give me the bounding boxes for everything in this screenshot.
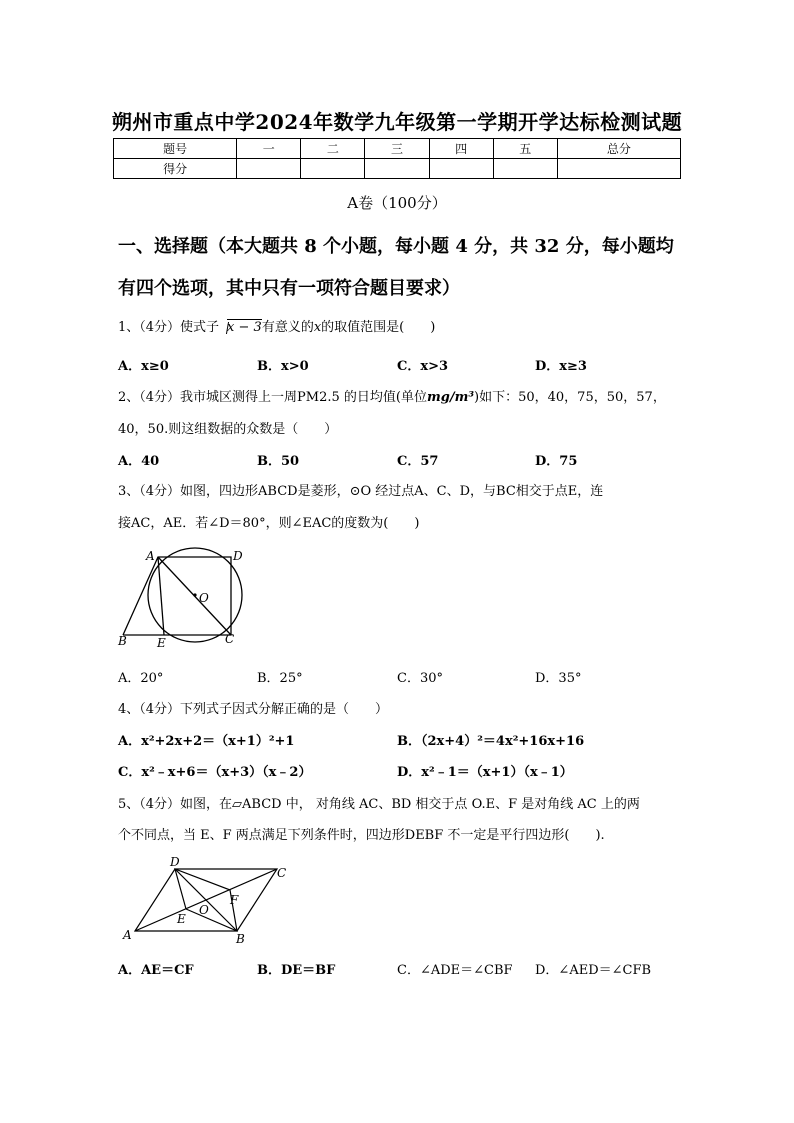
score-cell: [493, 159, 557, 179]
q2-unit: mg/m³: [426, 390, 475, 405]
q2-option-d[interactable]: D．75: [535, 454, 578, 469]
score-table-header-row: [114, 139, 681, 159]
score-table-header: 五: [493, 139, 557, 159]
label-o: O: [199, 591, 209, 605]
question-2-line1: [118, 386, 666, 405]
score-cell: [365, 159, 429, 179]
q4-option-c[interactable]: C．x²﹣x+6＝（x+3）（x﹣2）: [118, 765, 312, 780]
label-c: C: [225, 632, 235, 646]
rhombus-outline: [123, 557, 231, 635]
q4-option-b[interactable]: B．（2x+4）²＝4x²+16x+16: [397, 734, 585, 749]
q1-option-d[interactable]: D．x≥3: [535, 359, 587, 374]
q1-option-a[interactable]: A．x≥0: [118, 359, 169, 374]
q5-option-b[interactable]: B．DE＝BF: [257, 963, 336, 978]
q2-text-a: 2、（4分）我市城区测得上一周PM2.5 的日均值(单位: [118, 390, 427, 405]
label-f: F: [230, 893, 239, 907]
q3-option-c[interactable]: C．30°: [397, 671, 443, 686]
score-table-header: 二: [301, 139, 365, 159]
score-table: [113, 138, 681, 179]
q5-option-c[interactable]: C．∠ADE＝∠CBF: [397, 963, 513, 978]
score-table-header: 题号: [114, 139, 237, 159]
part1-heading-line2: 有四个选项，其中只有一项符合题目要求）: [118, 278, 460, 299]
score-cell: [429, 159, 493, 179]
label-e: E: [157, 636, 166, 650]
score-row-label: 得分: [114, 159, 237, 179]
label-a: A: [123, 928, 132, 942]
part1-heading-line1: 一、选择题（本大题共 8 个小题，每小题 4 分，共 32 分，每小题均: [118, 236, 674, 257]
score-cell: [301, 159, 365, 179]
q1-prefix: 1、（4分）使式子: [118, 320, 220, 335]
label-o: O: [199, 903, 209, 917]
q2-option-a[interactable]: A．40: [118, 454, 160, 469]
q4-option-a[interactable]: A．x²+2x+2＝（x+1）²+1: [118, 734, 295, 749]
q1-middle: 有意义的: [261, 320, 314, 335]
label-b: B: [236, 932, 245, 946]
q2-option-b[interactable]: B．50: [257, 454, 300, 469]
center-point: [193, 593, 196, 596]
section-a-title: A卷（100分）: [347, 194, 447, 212]
score-table-header: 四: [429, 139, 493, 159]
label-d: D: [170, 855, 180, 869]
score-cell: [557, 159, 680, 179]
q5-option-a[interactable]: A．AE＝CF: [118, 963, 194, 978]
label-a: A: [146, 549, 155, 563]
sqrt-symbol: [219, 320, 262, 335]
q3-option-b[interactable]: B．25°: [257, 671, 303, 686]
segment-ae: [158, 557, 164, 635]
q1-radicand: x − 3: [227, 320, 262, 335]
parallelogram-figure: [118, 853, 296, 947]
q1-var: x: [313, 320, 322, 335]
question-4: 4、（4分）下列式子因式分解正确的是（ ）: [118, 702, 389, 717]
question-3-line1: 3、（4分）如图，四边形ABCD是菱形，⊙O 经过点A、C、D，与BC相交于点E，连: [118, 484, 604, 499]
q2-text-b: )如下：50，40，75，50，57，: [474, 390, 666, 405]
q4-option-d[interactable]: D．x²﹣1＝（x+1）（x﹣1）: [397, 765, 573, 780]
q5-option-d[interactable]: D．∠AED＝∠CFB: [535, 963, 652, 978]
q1-option-c[interactable]: C．x>3: [397, 359, 449, 374]
page-title: 朔州市重点中学2024年数学九年级第一学期开学达标检测试题: [111, 110, 683, 134]
score-cell: [237, 159, 301, 179]
q3-option-a[interactable]: A．20°: [118, 671, 164, 686]
label-c: C: [277, 866, 287, 880]
score-table-header: 一: [237, 139, 301, 159]
question-5-line2: 个不同点，当 E、F 两点满足下列条件时，四边形DEBF 不一定是平行四边形( ).: [118, 828, 605, 843]
question-5-line1: 5、（4分）如图，在▱ABCD 中， 对角线 AC、BD 相交于点 O.E、F 是对角线 AC 上的两: [118, 797, 640, 812]
q2-option-c[interactable]: C．57: [397, 454, 439, 469]
score-table-header: 三: [365, 139, 429, 159]
question-3-line2: 接AC，AE．若∠D＝80°，则∠EAC的度数为( ): [118, 516, 420, 531]
q3-option-d[interactable]: D．35°: [535, 671, 582, 686]
label-d: D: [233, 549, 243, 563]
q1-suffix: 的取值范围是( ): [321, 320, 436, 335]
question-2-line2: 40，50.则这组数据的众数是（ ）: [118, 422, 338, 437]
label-e: E: [177, 912, 186, 926]
score-table-header: 总分: [557, 139, 680, 159]
q1-option-b[interactable]: B．x>0: [257, 359, 309, 374]
score-table-score-row: [114, 159, 681, 179]
label-b: B: [118, 634, 127, 648]
rhombus-circle-figure: [112, 543, 262, 655]
question-1: [118, 316, 435, 335]
